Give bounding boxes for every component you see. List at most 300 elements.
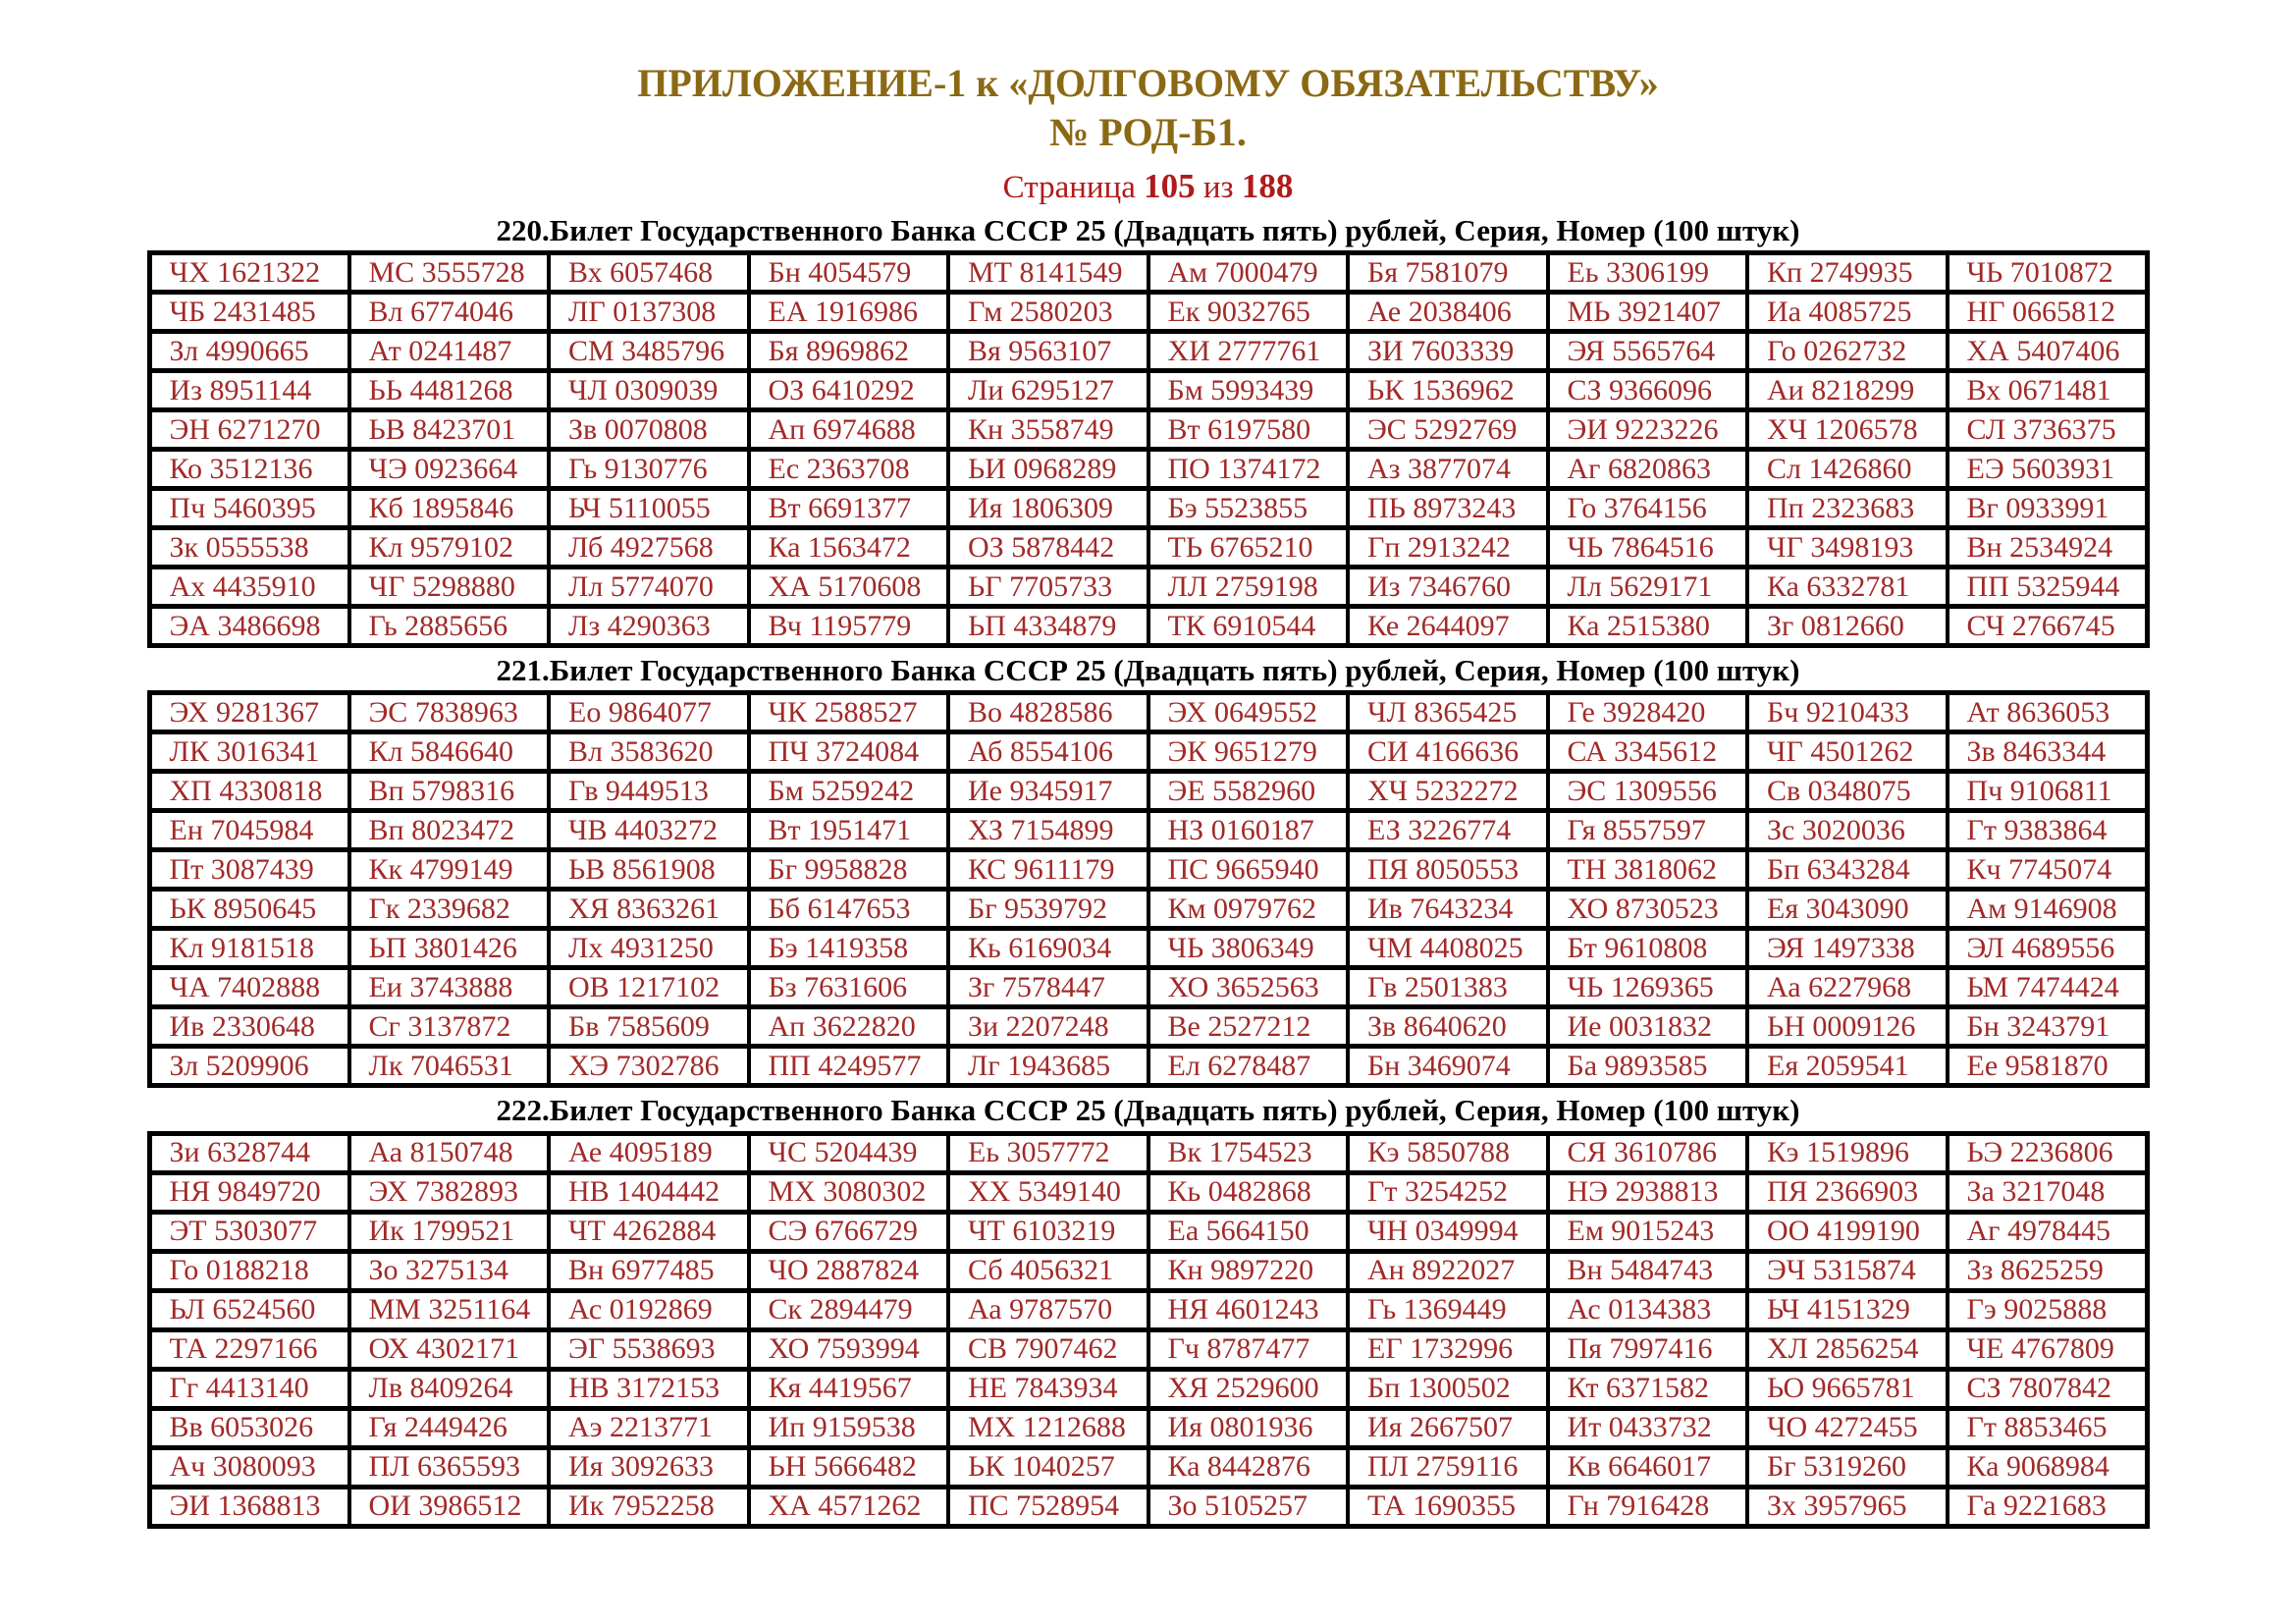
serial-cell: ЧГ 5298880	[349, 568, 550, 607]
serial-cell: ЬК 8950645	[149, 890, 349, 929]
serial-cell: Кч 7745074	[1948, 850, 2148, 890]
serial-cell: Го 0262732	[1747, 332, 1948, 371]
serial-cell: Гч 8787477	[1148, 1329, 1349, 1369]
serial-cell: ЧГ 3498193	[1747, 528, 1948, 568]
serial-cell: Еа 5664150	[1148, 1212, 1349, 1251]
table-row	[149, 1329, 2147, 1369]
serial-cell: ЭН 6271270	[149, 410, 349, 450]
serial-cell: Бн 3469074	[1348, 1047, 1548, 1086]
serial-cell: За 3217048	[1948, 1172, 2148, 1212]
serial-cell: НЯ 4601243	[1148, 1290, 1349, 1329]
serial-cell: Вх 0671481	[1948, 371, 2148, 410]
table-row	[149, 1408, 2147, 1447]
serial-cell: ОХ 4302171	[349, 1329, 550, 1369]
serial-cell: Гт 8853465	[1948, 1408, 2148, 1447]
serial-cell: ЭЯ 5565764	[1548, 332, 1748, 371]
serial-cell: Ив 7643234	[1348, 890, 1548, 929]
serial-cell: Ия 2667507	[1348, 1408, 1548, 1447]
serial-cell: Аи 8218299	[1747, 371, 1948, 410]
table-row	[149, 1133, 2147, 1172]
serial-cell: Лг 1943685	[948, 1047, 1148, 1086]
table-title-221: 221.Билет Государственного Банка СССР 25 (Двадцать пять) рублей, Серия, Номер (100 штук)	[496, 653, 1800, 688]
serial-cell: Гв 9449513	[549, 772, 749, 811]
serial-cell: МХ 3080302	[749, 1172, 949, 1212]
serial-cell: Ия 0801936	[1148, 1408, 1349, 1447]
serial-cell: Бт 9610808	[1548, 929, 1748, 968]
serial-cell: МС 3555728	[349, 253, 550, 293]
serial-cell: Вл 3583620	[549, 732, 749, 772]
serial-cell: Зи 6328744	[149, 1133, 349, 1172]
serial-cell: СЭ 6766729	[749, 1212, 949, 1251]
serial-cell: ЭЯ 1497338	[1747, 929, 1948, 968]
serial-cell: ХЯ 8363261	[549, 890, 749, 929]
serial-cell: ЧГ 4501262	[1747, 732, 1948, 772]
serial-cell: ЧЕ 4767809	[1948, 1329, 2148, 1369]
serial-cell: Вл 6774046	[349, 293, 550, 332]
serial-cell: Зс 3020036	[1747, 811, 1948, 850]
serial-cell: Ас 0134383	[1548, 1290, 1748, 1329]
serial-cell: Лз 4290363	[549, 607, 749, 646]
serial-cell: Вч 1195779	[749, 607, 949, 646]
serial-cell: ЧО 4272455	[1747, 1408, 1948, 1447]
serial-cell: Вк 1754523	[1148, 1133, 1349, 1172]
serial-cell: НВ 3172153	[549, 1369, 749, 1408]
serial-cell: ЭС 7838963	[349, 693, 550, 732]
serial-cell: Зк 0555538	[149, 528, 349, 568]
serial-cell: Вя 9563107	[948, 332, 1148, 371]
serial-cell: Ка 1563472	[749, 528, 949, 568]
serial-cell: Иа 4085725	[1747, 293, 1948, 332]
serial-cell: Ап 3622820	[749, 1007, 949, 1047]
serial-cell: ЧХ 1621322	[149, 253, 349, 293]
serial-cell: ЬВ 8561908	[549, 850, 749, 890]
serial-cell: ЭК 9651279	[1148, 732, 1349, 772]
serial-cell: Гг 4413140	[149, 1369, 349, 1408]
table-row	[149, 1212, 2147, 1251]
serial-cell: Бэ 5523855	[1148, 489, 1349, 528]
serial-cell: Бз 7631606	[749, 968, 949, 1007]
serial-cell: Из 8951144	[149, 371, 349, 410]
serial-cell: Ее 9581870	[1948, 1047, 2148, 1086]
table-row	[149, 293, 2147, 332]
serial-cell: Ск 2894479	[749, 1290, 949, 1329]
table-row	[149, 1007, 2147, 1047]
serial-cell: Ка 2515380	[1548, 607, 1748, 646]
serial-cell: Сг 3137872	[349, 1007, 550, 1047]
serial-cell: Лл 5629171	[1548, 568, 1748, 607]
serial-cell: Ен 7045984	[149, 811, 349, 850]
serial-cell: Га 9221683	[1948, 1487, 2148, 1526]
table-row	[149, 253, 2147, 293]
serial-cell: Ик 7952258	[549, 1487, 749, 1526]
serial-cell: Ам 7000479	[1148, 253, 1349, 293]
serial-cell: Зо 5105257	[1148, 1487, 1349, 1526]
serial-cell: ПП 4249577	[749, 1047, 949, 1086]
serial-cell: Гп 2913242	[1348, 528, 1548, 568]
serial-cell: ЭХ 7382893	[349, 1172, 550, 1212]
serial-cell: ЬЛ 6524560	[149, 1290, 349, 1329]
serial-cell: ЭС 1309556	[1548, 772, 1748, 811]
serial-cell: ПО 1374172	[1148, 450, 1349, 489]
serial-cell: Ия 3092633	[549, 1447, 749, 1487]
serial-cell: ЧЬ 1269365	[1548, 968, 1748, 1007]
serial-cell: Зх 3957965	[1747, 1487, 1948, 1526]
serials-table-222	[147, 1131, 2150, 1529]
serial-cell: Бэ 1419358	[749, 929, 949, 968]
serial-cell: Ес 2363708	[749, 450, 949, 489]
serial-cell: Гь 9130776	[549, 450, 749, 489]
table-row	[149, 489, 2147, 528]
serials-table-221	[147, 690, 2150, 1088]
serial-cell: ЧК 2588527	[749, 693, 949, 732]
serial-cell: ХЧ 1206578	[1747, 410, 1948, 450]
serial-cell: Кэ 1519896	[1747, 1133, 1948, 1172]
serial-cell: ЬК 1536962	[1348, 371, 1548, 410]
appendix-title: ПРИЛОЖЕНИЕ-1 к «ДОЛГОВОМУ ОБЯЗАТЕЛЬСТВУ»	[637, 61, 1659, 105]
serial-cell: Пп 2323683	[1747, 489, 1948, 528]
serial-cell: Ео 9864077	[549, 693, 749, 732]
serial-cell: ХЛ 2856254	[1747, 1329, 1948, 1369]
serial-cell: Гя 2449426	[349, 1408, 550, 1447]
page-indicator	[0, 165, 2296, 208]
serial-cell: Ие 9345917	[948, 772, 1148, 811]
serial-cell: ЧЬ 7010872	[1948, 253, 2148, 293]
serial-cell: ПС 9665940	[1148, 850, 1349, 890]
serial-cell: МТ 8141549	[948, 253, 1148, 293]
table-row	[149, 450, 2147, 489]
serial-cell: ЧЬ 7864516	[1548, 528, 1748, 568]
serial-cell: Бг 5319260	[1747, 1447, 1948, 1487]
page-label: Страница	[1002, 170, 1136, 205]
serial-cell: Кт 6371582	[1548, 1369, 1748, 1408]
serial-cell: Ек 9032765	[1148, 293, 1349, 332]
serial-cell: Кл 5846640	[349, 732, 550, 772]
serial-cell: ЬН 0009126	[1747, 1007, 1948, 1047]
serial-cell: ЭТ 5303077	[149, 1212, 349, 1251]
serial-cell: ПЯ 8050553	[1348, 850, 1548, 890]
serial-cell: НЯ 9849720	[149, 1172, 349, 1212]
serial-cell: Бб 6147653	[749, 890, 949, 929]
serial-cell: ЬЭ 2236806	[1948, 1133, 2148, 1172]
serial-cell: СА 3345612	[1548, 732, 1748, 772]
serial-cell: ЭИ 1368813	[149, 1487, 349, 1526]
serial-cell: ММ 3251164	[349, 1290, 550, 1329]
table-row	[149, 1251, 2147, 1290]
serial-cell: Аб 8554106	[948, 732, 1148, 772]
table-row	[149, 371, 2147, 410]
table-row	[149, 850, 2147, 890]
serial-cell: Кь 6169034	[948, 929, 1148, 968]
table-row	[149, 528, 2147, 568]
serial-cell: Аа 8150748	[349, 1133, 550, 1172]
serial-cell: Бв 7585609	[549, 1007, 749, 1047]
serial-cell: Ат 0241487	[349, 332, 550, 371]
serial-cell: Гв 2501383	[1348, 968, 1548, 1007]
serial-cell: Бн 3243791	[1948, 1007, 2148, 1047]
serial-cell: ОО 4199190	[1747, 1212, 1948, 1251]
serial-cell: Лх 4931250	[549, 929, 749, 968]
serial-cell: Ит 0433732	[1548, 1408, 1748, 1447]
serial-cell: Ке 2644097	[1348, 607, 1548, 646]
serial-cell: Аг 4978445	[1948, 1212, 2148, 1251]
serial-cell: Лв 8409264	[349, 1369, 550, 1408]
serial-cell: Бг 9539792	[948, 890, 1148, 929]
serial-cell: ЭЧ 5315874	[1747, 1251, 1948, 1290]
serial-cell: ЭС 5292769	[1348, 410, 1548, 450]
serial-cell: Ко 3512136	[149, 450, 349, 489]
table-row	[149, 1447, 2147, 1487]
serial-cell: ПЛ 2759116	[1348, 1447, 1548, 1487]
serial-cell: Кл 9579102	[349, 528, 550, 568]
serial-cell: ЧО 2887824	[749, 1251, 949, 1290]
serial-cell: Вт 1951471	[749, 811, 949, 850]
serial-cell: Кн 9897220	[1148, 1251, 1349, 1290]
serial-cell: ЛК 3016341	[149, 732, 349, 772]
serial-cell: ЧВ 4403272	[549, 811, 749, 850]
serial-cell: Пт 3087439	[149, 850, 349, 890]
serial-cell: Вг 0933991	[1948, 489, 2148, 528]
serial-cell: ХЭ 7302786	[549, 1047, 749, 1086]
banknote-section-221	[0, 654, 2296, 1088]
serial-cell: ХЯ 2529600	[1148, 1369, 1349, 1408]
serial-cell: ЬО 9665781	[1747, 1369, 1948, 1408]
serial-cell: МХ 1212688	[948, 1408, 1148, 1447]
serial-cell: ХА 4571262	[749, 1487, 949, 1526]
serial-cell: Гэ 9025888	[1948, 1290, 2148, 1329]
serial-cell: Бн 4054579	[749, 253, 949, 293]
serial-cell: ЬП 3801426	[349, 929, 550, 968]
serial-cell: ЧН 0349994	[1348, 1212, 1548, 1251]
table-row	[149, 929, 2147, 968]
serial-cell: Бя 7581079	[1348, 253, 1548, 293]
serial-cell: Бп 1300502	[1348, 1369, 1548, 1408]
table-row	[149, 410, 2147, 450]
serial-cell: ЧА 7402888	[149, 968, 349, 1007]
serial-cell: ЬЧ 5110055	[549, 489, 749, 528]
serial-cell: Ач 3080093	[149, 1447, 349, 1487]
serial-cell: Ка 8442876	[1148, 1447, 1349, 1487]
serials-table-220	[147, 250, 2150, 648]
serial-cell: Вн 6977485	[549, 1251, 749, 1290]
serial-cell: НЗ 0160187	[1148, 811, 1349, 850]
serial-cell: Бм 5993439	[1148, 371, 1349, 410]
serial-cell: Гт 3254252	[1348, 1172, 1548, 1212]
table-row	[149, 772, 2147, 811]
serial-cell: ЬП 4334879	[948, 607, 1148, 646]
serial-cell: Вх 6057468	[549, 253, 749, 293]
serial-cell: ЬК 1040257	[948, 1447, 1148, 1487]
serial-cell: Го 0188218	[149, 1251, 349, 1290]
serial-cell: Св 0348075	[1747, 772, 1948, 811]
serial-cell: ОЗ 6410292	[749, 371, 949, 410]
serial-cell: ПЧ 3724084	[749, 732, 949, 772]
serial-cell: Зл 4990665	[149, 332, 349, 371]
serial-cell: СЧ 2766745	[1948, 607, 2148, 646]
serial-cell: ЬЬ 4481268	[349, 371, 550, 410]
serial-cell: НЭ 2938813	[1548, 1172, 1748, 1212]
serial-cell: ТЬ 6765210	[1148, 528, 1349, 568]
table-row	[149, 1172, 2147, 1212]
serial-cell: ПЛ 6365593	[349, 1447, 550, 1487]
serial-cell: КС 9611179	[948, 850, 1148, 890]
table-row	[149, 890, 2147, 929]
serial-cell: ОЗ 5878442	[948, 528, 1148, 568]
serial-cell: ХА 5407406	[1948, 332, 2148, 371]
serial-cell: НГ 0665812	[1948, 293, 2148, 332]
serial-cell: ЧБ 2431485	[149, 293, 349, 332]
table-row	[149, 1487, 2147, 1526]
serial-cell: Бч 9210433	[1747, 693, 1948, 732]
serial-cell: Аэ 2213771	[549, 1408, 749, 1447]
serial-cell: Зв 8640620	[1348, 1007, 1548, 1047]
table-row	[149, 968, 2147, 1007]
serial-cell: ЧЛ 8365425	[1348, 693, 1548, 732]
serial-cell: Лл 5774070	[549, 568, 749, 607]
serial-cell: Аз 3877074	[1348, 450, 1548, 489]
serial-cell: СЛ 3736375	[1948, 410, 2148, 450]
table-row	[149, 1047, 2147, 1086]
serial-cell: ЬЧ 4151329	[1747, 1290, 1948, 1329]
serial-cell: Зи 2207248	[948, 1007, 1148, 1047]
serial-cell: ХП 4330818	[149, 772, 349, 811]
serial-cell: ХО 8730523	[1548, 890, 1748, 929]
serial-cell: ЬМ 7474424	[1948, 968, 2148, 1007]
serial-cell: Ея 2059541	[1747, 1047, 1948, 1086]
serial-cell: Зз 8625259	[1948, 1251, 2148, 1290]
serial-cell: Ан 8922027	[1348, 1251, 1548, 1290]
serial-cell: Гт 9383864	[1948, 811, 2148, 850]
serial-cell: СМ 3485796	[549, 332, 749, 371]
serial-cell: Гь 2885656	[349, 607, 550, 646]
serial-cell: ЕЭ 5603931	[1948, 450, 2148, 489]
table-row	[149, 568, 2147, 607]
serial-cell: Вн 2534924	[1948, 528, 2148, 568]
banknote-section-222	[0, 1094, 2296, 1528]
serial-cell: Ея 3043090	[1747, 890, 1948, 929]
serial-cell: ЧЭ 0923664	[349, 450, 550, 489]
serial-cell: Пч 5460395	[149, 489, 349, 528]
serial-cell: ХИ 2777761	[1148, 332, 1349, 371]
serial-cell: ЭА 3486698	[149, 607, 349, 646]
table-row	[149, 693, 2147, 732]
serial-cell: Ик 1799521	[349, 1212, 550, 1251]
serial-cell: Пч 9106811	[1948, 772, 2148, 811]
serial-cell: Аг 6820863	[1548, 450, 1748, 489]
serial-cell: ЧЛ 0309039	[549, 371, 749, 410]
serial-cell: Аа 9787570	[948, 1290, 1148, 1329]
serial-cell: ЬГ 7705733	[948, 568, 1148, 607]
serial-cell: Ка 6332781	[1747, 568, 1948, 607]
serial-cell: ОВ 1217102	[549, 968, 749, 1007]
serial-cell: Ат 8636053	[1948, 693, 2148, 732]
serial-cell: НЕ 7843934	[948, 1369, 1148, 1408]
serial-cell: Ае 4095189	[549, 1133, 749, 1172]
serial-cell: Ип 9159538	[749, 1408, 949, 1447]
table-row	[149, 732, 2147, 772]
serial-cell: Гн 7916428	[1548, 1487, 1748, 1526]
serial-cell: Ге 3928420	[1548, 693, 1748, 732]
serial-cell: Гь 1369449	[1348, 1290, 1548, 1329]
serial-cell: Вв 6053026	[149, 1408, 349, 1447]
serial-cell: ТА 1690355	[1348, 1487, 1548, 1526]
serial-cell: Вт 6197580	[1148, 410, 1349, 450]
serial-cell: ХО 7593994	[749, 1329, 949, 1369]
serial-cell: Еь 3306199	[1548, 253, 1748, 293]
serial-cell: ПЬ 8973243	[1348, 489, 1548, 528]
serial-cell: Зо 3275134	[349, 1251, 550, 1290]
table-title-222: 222.Билет Государственного Банка СССР 25 (Двадцать пять) рублей, Серия, Номер (100 штук)	[496, 1093, 1800, 1128]
serial-cell: ЧМ 4408025	[1348, 929, 1548, 968]
serial-cell: Ап 6974688	[749, 410, 949, 450]
serial-cell: ЬИ 0968289	[948, 450, 1148, 489]
serial-cell: Ба 9893585	[1548, 1047, 1748, 1086]
serial-cell: ЬВ 8423701	[349, 410, 550, 450]
serial-cell: Бм 5259242	[749, 772, 949, 811]
serial-cell: ПП 5325944	[1948, 568, 2148, 607]
serial-cell: ХХ 5349140	[948, 1172, 1148, 1212]
serial-cell: ЭГ 5538693	[549, 1329, 749, 1369]
page-number-current: 105	[1144, 167, 1196, 205]
serial-cell: Кп 2749935	[1747, 253, 1948, 293]
document-number: № РОД-Б1.	[1049, 110, 1247, 154]
serial-cell: Пя 7997416	[1548, 1329, 1748, 1369]
serial-cell: Км 0979762	[1148, 890, 1349, 929]
serial-cell: ЭЕ 5582960	[1148, 772, 1349, 811]
serial-cell: СИ 4166636	[1348, 732, 1548, 772]
serial-cell: Кк 4799149	[349, 850, 550, 890]
banknote-section-220	[0, 214, 2296, 648]
serial-cell: НВ 1404442	[549, 1172, 749, 1212]
serial-cell: Вт 6691377	[749, 489, 949, 528]
serial-cell: ЕГ 1732996	[1348, 1329, 1548, 1369]
serial-cell: Бя 8969862	[749, 332, 949, 371]
serial-cell: Ка 9068984	[1948, 1447, 2148, 1487]
serial-cell: СЯ 3610786	[1548, 1133, 1748, 1172]
table-row	[149, 1369, 2147, 1408]
serial-cell: Кн 3558749	[948, 410, 1148, 450]
serial-cell: Кэ 5850788	[1348, 1133, 1548, 1172]
table-row	[149, 607, 2147, 646]
serial-cell: ЛГ 0137308	[549, 293, 749, 332]
serial-cell: ЛЛ 2759198	[1148, 568, 1349, 607]
serial-cell: ПЯ 2366903	[1747, 1172, 1948, 1212]
serial-cell: ХЗ 7154899	[948, 811, 1148, 850]
page-of-label: из	[1202, 170, 1234, 205]
serial-cell: ЬН 5666482	[749, 1447, 949, 1487]
serial-cell: ЧТ 6103219	[948, 1212, 1148, 1251]
serial-cell: Бг 9958828	[749, 850, 949, 890]
serial-cell: МЬ 3921407	[1548, 293, 1748, 332]
serial-cell: Ам 9146908	[1948, 890, 2148, 929]
serial-cell: Гк 2339682	[349, 890, 550, 929]
serial-cell: СЗ 9366096	[1548, 371, 1748, 410]
serial-cell: Лк 7046531	[349, 1047, 550, 1086]
serial-cell: Ах 4435910	[149, 568, 349, 607]
serial-cell: Кь 0482868	[1148, 1172, 1349, 1212]
serial-cell: Ве 2527212	[1148, 1007, 1349, 1047]
serial-cell: ОИ 3986512	[349, 1487, 550, 1526]
serial-cell: Кб 1895846	[349, 489, 550, 528]
serial-cell: ТА 2297166	[149, 1329, 349, 1369]
serial-cell: Из 7346760	[1348, 568, 1548, 607]
serial-cell: Аа 6227968	[1747, 968, 1948, 1007]
serial-cell: Сб 4056321	[948, 1251, 1148, 1290]
table-row	[149, 332, 2147, 371]
serial-cell: ТН 3818062	[1548, 850, 1748, 890]
serial-cell: ХЧ 5232272	[1348, 772, 1548, 811]
serial-cell: Гя 8557597	[1548, 811, 1748, 850]
serial-cell: Вн 5484743	[1548, 1251, 1748, 1290]
